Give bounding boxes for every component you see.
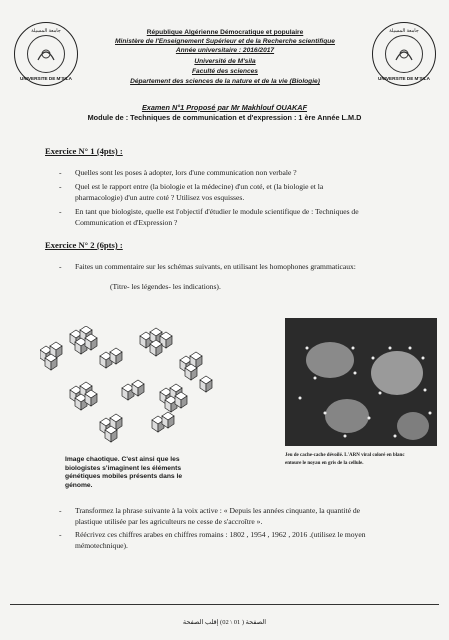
cube-cluster-1 (40, 342, 62, 370)
ex2-question-2: - Transformez la phrase suivante à la voix active : « Depuis les années cinquante, la quantité de plastique utilisée par les agriculteurs ne cesse de s'accroître ». (59, 506, 361, 526)
header-university: Université de M'sila (194, 58, 256, 65)
ex1-q2-line2: pharmacologie) d'un autre coté ? Utilisez vos esquisses. (75, 192, 245, 202)
ex2-question-3: - Réécrivez ces chiffres arabes en chiffres romains : 1802 , 1954 , 1962 , 2016 .(utilisez le moyen mémotechnique). (59, 530, 366, 550)
header-republic: République Algérienne Démocratique et populaire (146, 29, 304, 36)
seal-french-text: UNIVERSITE DE M'SILA (20, 76, 72, 81)
cube-cluster-6 (70, 382, 97, 410)
university-seal-left (14, 22, 78, 86)
ex1-q3-line1: En tant que biologiste, quelle est l'objectif d'étudier le module scientifique de : Techniques de (75, 207, 359, 216)
cube-cluster-5 (180, 352, 202, 380)
micrograph-image (285, 318, 437, 446)
cube-cluster-2 (70, 326, 97, 354)
ex1-q1-text: Quelles sont les poses à adopter, lors d'une communication non verbale ? (75, 168, 297, 177)
caption-micrograph-line1: Jeu de cache-cache dévoilé. L'ARN viral coloré en blanc (285, 453, 405, 458)
header-faculty: Faculté des sciences (192, 68, 258, 75)
caption-micrograph (285, 452, 445, 468)
cube-cluster-4 (140, 328, 172, 356)
cube-cluster-10 (100, 414, 122, 442)
ex2-q2-line1: Transformez la phrase suivante à la voix active : « Depuis les années cinquante, la quantité de (75, 506, 361, 515)
ex2-q1-text: Faites un commentaire sur les schémas suivants, en utilisant les homophones grammaticaux: (75, 262, 356, 271)
figure-cell-micrograph (285, 318, 437, 446)
footer-page-indicator: الصفحة ( 01 \ 02) إقلب الصفحة (182, 619, 267, 626)
exam-module: Module de : Techniques de communication et d'expression : 1 ère Année L.M.D (87, 113, 362, 122)
caption-cubes-line4: génome. (65, 481, 93, 489)
ex1-question-2: - Quel est le rapport entre (la biologie et la médecine) d'un coté, et (la biologie et la pharmacologie) d'un autre coté ? Utilisez vos esquisses. (59, 182, 324, 202)
ex1-question-1: - Quelles sont les poses à adopter, lors d'une communication non verbale ? (59, 168, 297, 177)
exercise-2-title: Exercice N° 2 (6pts) : (45, 240, 123, 250)
seal-emblem (27, 35, 65, 73)
cube-cluster-11 (152, 412, 174, 432)
university-seal-right (372, 22, 436, 86)
seal-arabic-text: جامعة المسيلة (31, 29, 61, 34)
ex1-question-3: - En tant que biologiste, quelle est l'objectif d'étudier le module scientifique de : Techniques de Communication et d'Expression ? (59, 207, 359, 227)
footer-divider (10, 604, 439, 605)
seal-emblem-icon (386, 36, 422, 72)
cube-cluster-3 (100, 348, 122, 368)
caption-cubes (65, 456, 255, 490)
cube-cluster-7 (122, 380, 144, 400)
ex2-q3-line1: Réécrivez ces chiffres arabes en chiffres romains : 1802 , 1954 , 1962 , 2016 .(utilisez le moyen (75, 530, 366, 539)
exam-title: Examen N°1 Proposé par Mr Makhlouf OUAKAF (141, 103, 308, 112)
caption-cubes-line3: génétiques mobiles présents dans le (65, 473, 183, 480)
seal-arabic-text: جامعة المسيلة (389, 29, 419, 34)
cube-cluster-9 (200, 376, 212, 392)
caption-micrograph-line2: entoure le noyau en gris de la cellule. (285, 461, 364, 466)
ex2-question-1: - Faites un commentaire sur les schémas suivants, en utilisant les homophones grammaticaux: (59, 262, 356, 271)
exercise-1-title: Exercice N° 1 (4pts) : (45, 146, 123, 156)
caption-cubes-line2: biologistes s'imaginent les éléments (65, 464, 182, 472)
seal-emblem (385, 35, 423, 73)
ex1-q2-line1: Quel est le rapport entre (la biologie et la médecine) d'un coté, et (la biologie et la (75, 182, 324, 191)
cube-cluster-8 (160, 384, 187, 412)
ex2-question-1-hint: (Titre- les légendes- les indications). (110, 282, 221, 291)
header-ministry: Ministère de l'Enseignement Supérieur et de la Recherche scientifique (115, 38, 335, 45)
ex1-q3-line2: Communication et d'Expression ? (75, 217, 178, 227)
caption-cubes-line1: Image chaotique. C'est ainsi que les (65, 456, 180, 463)
header-department: Département des sciences de la nature et de la vie (Biologie) (130, 78, 320, 85)
figure-cubes-diagram (40, 326, 240, 446)
header-year: Année universitaire : 2016/2017 (175, 47, 275, 54)
ex2-q2-line2: plastique utilisée par les agriculteurs ne cesse de s'accroître ». (75, 516, 263, 526)
ex2-q3-line2: mémotechnique). (75, 540, 128, 550)
seal-french-text: UNIVERSITE DE M'SILA (378, 76, 430, 81)
seal-emblem-icon (28, 36, 64, 72)
